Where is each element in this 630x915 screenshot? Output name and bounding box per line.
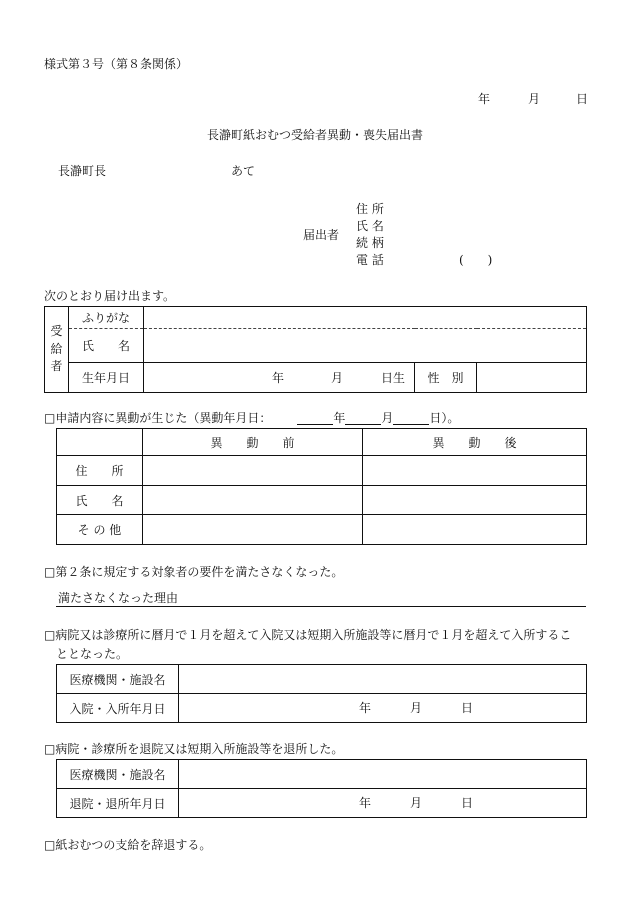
birthdate-label: 生年月日 [69,363,144,393]
requirement-reason-line[interactable] [56,606,586,607]
admission-day-label: 日 [461,701,474,715]
col-after-header: 異 動 後 [363,429,587,456]
change-day-label: 日）。 [429,411,460,425]
form-number: 様式第３号（第８条関係） [44,57,189,71]
date-month-label: 月 [528,92,541,106]
row-address-label: 住 所 [57,456,143,486]
change-title-text: □申請内容に異動が生じた（異動年月日： [44,411,272,425]
notifier-label: 届出者 [303,228,340,242]
admission-facility-field[interactable] [179,665,587,694]
row-name-label: 氏 名 [57,486,143,515]
date-day-label: 日 [576,92,589,106]
admission-title-line1: □病院又は診療所に暦月で１月を超えて入院又は短期入所施設等に暦月で１月を超えて入所するこ [44,628,572,642]
other-before-field[interactable] [143,515,363,545]
requirement-reason-label: 満たさなくなった理由 [58,591,179,605]
recipient-table [44,306,587,393]
discharge-title: □病院・診療所を退院又は短期入所施設等を退所した。 [44,742,344,756]
admission-month-label: 月 [410,701,423,715]
name-after-field[interactable] [363,486,587,515]
furigana-label: ふりがな [69,307,144,329]
admission-title-line2: ととなった。 [56,647,129,661]
admission-date-label: 入院・入所年月日 [57,694,179,723]
address-after-field[interactable] [363,456,587,486]
discharge-facility-label: 医療機関・施設名 [57,760,179,789]
row-other-label: そ の 他 [57,515,143,545]
discharge-year-label: 年 [359,796,372,810]
gender-field[interactable] [477,363,587,393]
discharge-date-field[interactable] [179,789,587,818]
col-before-header: 異 動 前 [143,429,363,456]
name-before-field[interactable] [143,486,363,515]
addressee-name: 長瀞町長 [58,164,107,178]
requirement-title: □第２条に規定する対象者の要件を満たさなくなった。 [44,565,344,579]
change-year-label: 年 [333,411,346,425]
intro-text: 次のとおり届け出ます。 [44,289,176,303]
change-day-blank[interactable] [393,412,429,425]
recipient-side-char-1: 受 [50,324,63,339]
decline-title: □紙おむつの支給を辞退する。 [44,838,212,852]
change-month-label: 月 [381,411,394,425]
recipient-side-char-2: 給 [50,341,63,356]
recipient-name-label: 氏 名 [69,329,144,363]
admission-year-label: 年 [359,701,372,715]
gender-label: 性 別 [415,363,477,393]
birthdate-field[interactable] [144,363,415,393]
discharge-table [56,759,587,818]
notifier-relation-label: 続 柄 [356,236,384,250]
admission-facility-label: 医療機関・施設名 [57,665,179,694]
discharge-day-label: 日 [461,796,474,810]
admission-date-field[interactable] [179,694,587,723]
recipient-name-field[interactable] [144,329,587,363]
discharge-month-label: 月 [410,796,423,810]
document-title: 長瀞町紙おむつ受給者異動・喪失届出書 [206,128,423,142]
furigana-field[interactable] [144,307,587,329]
notifier-address-label: 住 所 [356,202,384,216]
recipient-side-label [45,307,69,393]
birth-month-label: 月 [331,371,344,385]
discharge-facility-field[interactable] [179,760,587,789]
other-after-field[interactable] [363,515,587,545]
admission-table [56,664,587,723]
change-table [56,428,587,545]
notifier-phone-label: 電 話 [356,253,384,267]
notifier-name-label: 氏 名 [356,219,384,233]
date-year-label: 年 [478,92,491,106]
change-table-corner [57,429,143,456]
birth-day-label: 日生 [381,371,406,385]
discharge-date-label: 退院・退所年月日 [57,789,179,818]
notifier-phone-paren: ( ) [459,253,493,267]
address-before-field[interactable] [143,456,363,486]
recipient-side-char-3: 者 [50,359,63,374]
birth-year-label: 年 [272,371,285,385]
addressee-suffix: あて [231,164,256,178]
change-title [44,412,459,425]
change-month-blank[interactable] [345,412,381,425]
change-year-blank[interactable] [297,412,333,425]
